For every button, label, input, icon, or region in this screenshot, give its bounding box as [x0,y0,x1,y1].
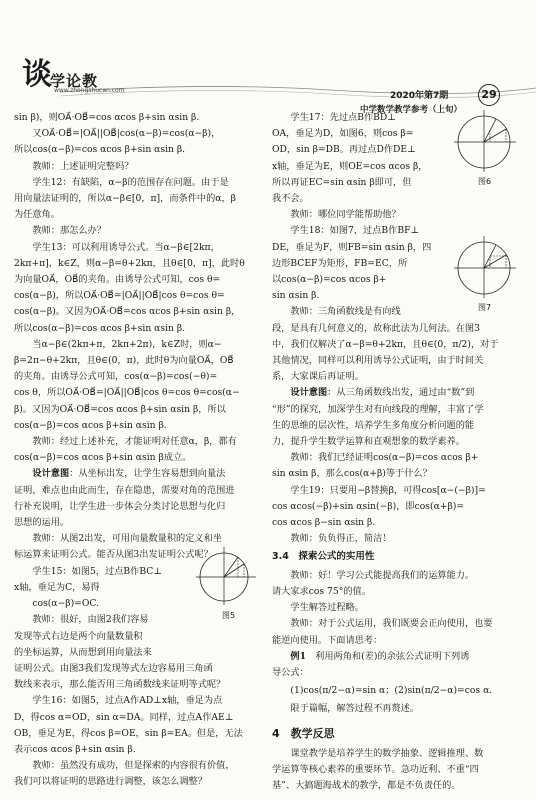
text-line: 的夹角。由诱导公式可知，cos(α−β)=cos(−θ)= [14,371,218,383]
text-line: 学生17：先过点B作BD⊥ [290,112,396,123]
text-line: sin β)，则OA⃗·OB⃗=cos αcos β+sin αsin β. [14,112,200,123]
text-line: 生的思维的层次性，培养学生多角度分析问题的能 [272,419,475,431]
example-line [272,649,526,665]
text-line: 发现等式右边是两个向量数量积 [14,630,143,642]
text-line: sin αsin β，那么cos(α+β)等于什么？ [272,468,432,480]
text-line: OD，sin β=DB。再过点D作DE⊥ [272,144,416,156]
text-line: 系，大家课后再证明。 [272,371,364,383]
text-line: cos(α−β)=OC. [32,598,100,610]
text-line: DE，垂足为F，则FB=sin αsin β，四 [272,241,432,253]
text-line: 为任意角。 [14,209,60,221]
text-line: 力，提升学生数学运算和直观想象的数学素养。 [272,436,465,448]
text-line: 证明，难点也由此而生，存在隐患，需要对角的范围进 [14,484,235,496]
text-line: 学生13：可以利用诱导公式。当α−β∈[2kπ， [32,241,220,253]
text-line: 的坐标运算，从而想到用向量法来 [14,646,152,658]
text-line: 又OA⃗·OB⃗=|OA⃗||OB⃗|cos(α−β)=cos(α−β)， [32,128,221,140]
text-line: cos(α−β)=cos αcos β+sin αsin β. [14,419,167,431]
text-line: 请大家求cos 75°的值。 [272,585,371,597]
text-line: x轴，垂足为C，易得 [14,581,100,593]
text-line: 能逆向使用。下面请思考： [272,634,383,646]
text-line: cos(α−β)，所以OA⃗·OB⃗=|OA⃗||OB⃗|cos θ=cos θ= [14,290,225,302]
formula-line: (1)cos(π/2−α)=sin α；(2)sin(π/2−α)=cos α. [290,685,493,697]
example-label: 例1 [290,650,306,662]
text-line: 学生19：只要用−β替换β，可得cos[α−(−β)]= [290,484,486,496]
text-line: 段，是具有几何意义的，故称此法为几何法。在图3 [272,322,480,334]
text-line: 教师：经过上述补充，才能证明对任意α，β，都有 [32,436,237,448]
design-intent-line [14,466,260,482]
section-heading-3-4: 3.4 探索公式的实用性 [272,551,375,563]
figure-7-unit-circle [452,234,518,300]
text-line: 数线来表示，那么能否用三角函数线来证明等式呢？ [14,679,226,691]
text-line: OB，垂足为E，得cos β=OE，sin β=EA。但是，无法 [14,727,243,739]
text-line: 其他情况，同样可以利用诱导公式证明，由于时间关 [272,355,484,367]
design-intent-label: 设计意图 [32,468,70,480]
text-line: 中，我们仅解决了α−β=θ+2kπ，且θ∈(0，π/2)，对于 [272,338,499,350]
issue-label: 2020年第7期 [390,91,449,101]
text-line: 教师：很好，由图2我们容易 [32,614,149,626]
text-line: 导公式： [272,666,309,678]
figure-7-caption: 图7 [478,303,492,312]
text-line: “形”的探究，加深学生对有向线段的理解，丰富了学 [272,403,484,415]
text-line: 证明公式。由图3我们发现等式左边容易用三角函 [14,662,213,674]
text-line: 表示cos αcos β+sin αsin β. [14,743,136,755]
text-line: 所以再证EC=sin αsin β即可，但 [272,176,412,188]
text-line: 所以cos(α−β)=cos αcos β+sin αsin β. [14,144,186,156]
text-line: 教师：好！学习公式能提高我们的运算能力。 [290,569,475,581]
section-heading-4: 4 教学反思 [272,726,335,740]
text-line: 标运算来证明公式。能否从图3出发证明公式呢？ [14,549,213,561]
left-column [14,110,260,791]
text-line: β)。又因为OA⃗·OB⃗=cos αcos β+sin αsin β，所以 [14,403,226,415]
text-line: 我不会。 [272,193,309,205]
figure-5-unit-circle [196,545,258,607]
text-line: 教师：三角函数线是有向线 [290,306,401,318]
text-line: 限于篇幅，解答过程不再赘述。 [290,703,420,715]
figure-6-unit-circle [452,108,518,174]
text-line: 学生解答过程略。 [290,602,364,614]
text-line: 教师：从图2出发，可用向量数量积的定义和坐 [32,533,222,545]
page-header [0,0,536,115]
text-line: cos(α−β)。又因为OA⃗·OB⃗=cos αcos β+sin αsin β， [14,306,241,318]
logo-title: 学论教 [50,72,99,90]
text-line: 教师：那怎么办？ [32,225,106,237]
text-line: 学生18：如图7，过点B作BF⊥ [290,225,420,237]
right-column [272,110,526,794]
text-line: 边形BCEF为矩形，FB=EC，所 [272,257,408,269]
text-line: 当α−β∈(2kπ+π，2kπ+2π)，k∈Z时，则α− [32,338,222,350]
text-line: 教师：哪位同学能帮助他？ [290,209,401,221]
text-line: x轴，垂足为E，则OE=cos αcos β， [272,160,428,172]
logo-glyph: 谈 [22,57,52,92]
text-line: 为向量OA⃗，OB⃗的夹角。由诱导公式可知，cos θ= [14,274,221,286]
text-line: 用向量法证明的，所以α−β∈[0，π]，而条件中的α，β [14,193,236,205]
text-line: D，得cos α=OD，sin α=DA。同样，过点A作AE⊥ [14,711,234,723]
figure-5-caption: 图5 [222,611,236,620]
text-line: cos θ，所以OA⃗·OB⃗=|OA⃗||OB⃗|cos θ=cos θ=cos(α− [14,387,240,399]
text-line: 学运算等核心素养的重要环节。急功近利、不重“四 [272,763,479,775]
text-line: 思想的运用。 [14,517,70,529]
text-line: 教师：对于公式运用，我们既要会正向使用，也要 [290,618,493,630]
journal-name: 中学数学教学参考（上旬） [360,105,463,115]
design-intent-line [272,385,526,401]
design-intent-text: ：从三角函数线出发，通过由“数”到 [327,387,475,399]
text-line: sin αsin β. [272,290,320,302]
design-intent-label: 设计意图 [290,387,328,399]
text-line: OA，垂足为D，如图6，则cos β= [272,128,414,140]
page-number: 29 [478,84,500,106]
text-line: β=2π−θ+2kπ，且θ∈(0，π)，此时θ为向量OA⃗，OB⃗ [14,355,234,367]
text-line: 所以cos(α−β)=cos αcos β+sin αsin β. [14,322,186,334]
text-line: cos αcos(−β)+sin αsin(−β)，即cos(α+β)= [272,500,465,512]
text-line: cos αcos β−sin αsin β. [272,517,376,529]
text-line: 学生16：如图5，过点A作AD⊥x轴，垂足为点 [32,695,223,707]
text-line: 教师：虽然没有成功，但是探索的内容很有价值， [32,760,235,772]
text-line: 我们可以将证明的思路进行调整，该怎么调整？ [14,776,207,788]
text-line: 教师：上述证明完整吗？ [32,160,134,172]
text-line: cos(α−β)=cos αcos β+sin αsin β成立。 [14,452,192,464]
logo-url: www.zhongshucan.com [54,87,125,94]
figure-6-caption: 图6 [478,177,492,186]
text-line: 教师：负负得正，简洁！ [290,533,392,545]
design-intent-text: ：从坐标出发，让学生容易想到向量法 [69,468,226,480]
text-line: 学生12：有缺陷，α−β的范围存在问题。由于是 [32,176,229,188]
text-line: 课堂教学是培养学生的数学抽象、逻辑推理、数 [290,747,484,759]
text-line: 以cos(α−β)=cos αcos β+ [272,274,387,286]
text-line: 2kπ+π]，k∈Z，则α−β=θ+2kπ，且θ∈[0，π]，此时θ [14,257,245,269]
text-line: 行补充说明，让学生进一步体会分类讨论思想与化归 [14,500,226,512]
example-text: 利用两角和(差)的余弦公式证明下列诱 [315,650,470,662]
text-line: 教师：我们已经证明cos(α−β)=cos αcos β+ [290,452,479,464]
text-line: 基”、大搞题海战术的教学，都是不负责任的。 [272,780,461,792]
text-line: 学生15：如图5，过点B作BC⊥ [32,565,162,577]
